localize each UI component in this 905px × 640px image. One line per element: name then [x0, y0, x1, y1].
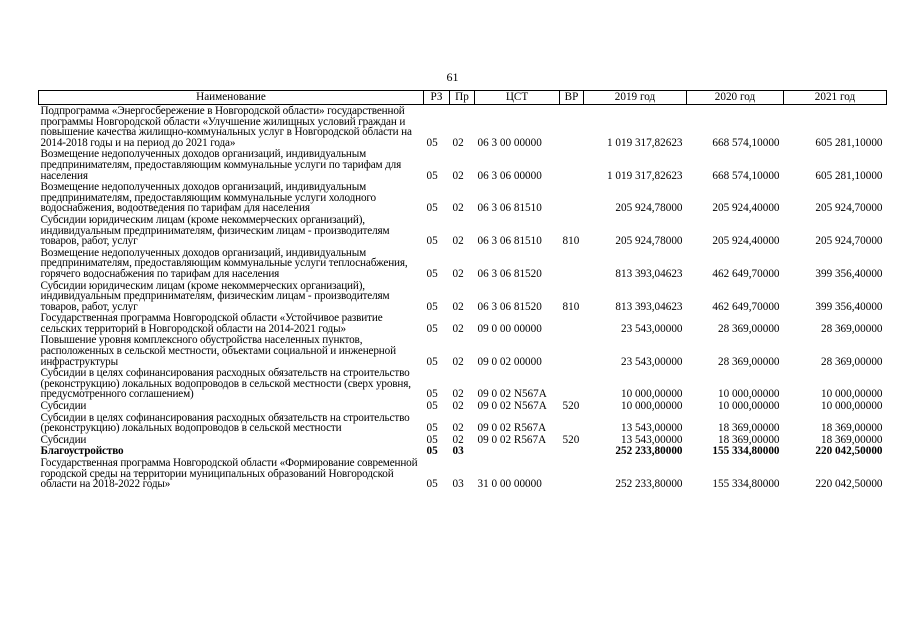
- cell-vr: [560, 457, 584, 490]
- cell-vr: 520: [562, 433, 580, 446]
- cell-2019: 252 233,80000: [615, 478, 683, 491]
- cell-2020: 155 334,80000: [712, 478, 780, 491]
- table-row: [39, 412, 887, 434]
- header-name: Наименование: [39, 91, 424, 105]
- table-row: [39, 280, 887, 313]
- cell-rz: 05: [426, 400, 438, 413]
- table-row: [39, 334, 887, 367]
- cell-2019: 813 393,04623: [615, 267, 683, 280]
- cell-2019: 205 924,78000: [615, 235, 683, 248]
- table-row: [39, 367, 887, 400]
- cell-name: Субсидии в целях софинансирования расходных обязательств на строительство (реконструкцию) локальных водопроводов в сельской местности (сверх уровня, предусмотренного соглашением): [40, 367, 411, 401]
- cell-rz: 05: [426, 422, 438, 435]
- cell-2020: 18 369,00000: [717, 433, 780, 446]
- cell-rz: 05: [426, 388, 438, 401]
- cell-pr: 02: [452, 400, 464, 413]
- cell-2021: 18 369,00000: [820, 433, 883, 446]
- cell-cst: 06 3 00 00000: [477, 136, 542, 149]
- cell-2019: 13 543,00000: [620, 433, 683, 446]
- cell-2021: 399 356,40000: [815, 300, 883, 313]
- cell-2019: 1 019 317,82623: [606, 169, 683, 182]
- cell-vr: [560, 181, 584, 214]
- cell-rz: 05: [426, 445, 438, 458]
- header-vr: ВР: [560, 91, 584, 105]
- cell-2021: 605 281,10000: [815, 169, 883, 182]
- cell-name: Возмещение недополученных доходов организаций, индивидуальным предпринимателям, предоставляющим коммунальные услуги теплоснабжения, горячего водоснабжения по тарифам для населения: [40, 246, 408, 280]
- cell-2020: 28 369,00000: [717, 355, 780, 368]
- table-row: [39, 400, 887, 412]
- cell-rz: 05: [426, 235, 438, 248]
- table-row: [39, 247, 887, 280]
- cell-pr: 02: [452, 300, 464, 313]
- cell-2020: 462 649,70000: [712, 267, 780, 280]
- cell-name: Субсидии юридическим лицам (кроме некоммерческих организаций), индивидуальным предпринимателям, физическим лицам - производителям товаров, работ, услуг: [40, 279, 390, 313]
- table-row: [39, 434, 887, 446]
- cell-pr: 02: [452, 422, 464, 435]
- budget-table: [38, 90, 887, 490]
- cell-rz: 05: [426, 136, 438, 149]
- cell-name: Государственная программа Новгородской области «Формирование современной городской среды на территории муниципальных образований Новгородской области на 2018-2022 годы»: [40, 457, 418, 491]
- cell-2019: 205 924,78000: [615, 202, 683, 215]
- cell-2020: 668 574,10000: [712, 169, 780, 182]
- cell-cst: 09 0 02 N567A: [477, 388, 547, 401]
- cell-rz: 05: [426, 322, 438, 335]
- cell-2020: 155 334,80000: [712, 445, 780, 458]
- cell-pr: 03: [452, 445, 464, 458]
- cell-2019: 10 000,00000: [620, 400, 683, 413]
- cell-pr: 02: [452, 202, 464, 215]
- cell-rz: 05: [426, 267, 438, 280]
- cell-cst: 09 0 00 00000: [477, 322, 542, 335]
- table-body: [39, 105, 887, 490]
- table-row: [39, 148, 887, 181]
- header-rz: РЗ: [424, 91, 450, 105]
- cell-2021: 205 924,70000: [815, 202, 883, 215]
- cell-pr: 02: [452, 433, 464, 446]
- cell-name: Государственная программа Новгородской области «Устойчивое развитие сельских территорий в Новгородской области на 2014-2021 годы»: [40, 312, 383, 335]
- cell-pr: 02: [452, 388, 464, 401]
- cell-pr: 03: [452, 478, 464, 491]
- cell-name: Субсидии: [40, 400, 87, 413]
- table-row: [39, 181, 887, 214]
- cell-rz: 05: [426, 355, 438, 368]
- cell-name: Благоустройство: [40, 445, 124, 458]
- cell-cst: 06 3 06 00000: [477, 169, 542, 182]
- cell-vr: [560, 105, 584, 149]
- cell-vr: 520: [562, 400, 580, 413]
- table-row: [39, 105, 887, 149]
- cell-pr: 02: [452, 267, 464, 280]
- table-row: [39, 312, 887, 334]
- header-pr: Пр: [450, 91, 475, 105]
- header-2019: 2019 год: [584, 91, 687, 105]
- table-row: [39, 445, 887, 457]
- header-2020: 2020 год: [687, 91, 784, 105]
- cell-2021: 399 356,40000: [815, 267, 883, 280]
- cell-2021: 10 000,00000: [820, 388, 883, 401]
- cell-pr: 02: [452, 322, 464, 335]
- cell-2020: 18 369,00000: [717, 422, 780, 435]
- cell-vr: [560, 334, 584, 367]
- table-row: [39, 457, 887, 490]
- cell-name: Возмещение недополученных доходов организаций, индивидуальным предпринимателям, предоставляющим коммунальные услуги холодного водоснабжения, водоотведения по тарифам для населения: [40, 181, 376, 215]
- cell-2020: 205 924,40000: [712, 202, 780, 215]
- cell-2021: 220 042,50000: [815, 478, 883, 491]
- cell-2020: 10 000,00000: [717, 388, 780, 401]
- cell-cst: 31 0 00 00000: [477, 478, 542, 491]
- cell-2019: 23 543,00000: [620, 322, 683, 335]
- cell-2020: 462 649,70000: [712, 300, 780, 313]
- table-header-row: [39, 91, 887, 105]
- cell-2019: 1 019 317,82623: [606, 136, 683, 149]
- cell-2019: 813 393,04623: [615, 300, 683, 313]
- cell-2019: 252 233,80000: [615, 445, 683, 458]
- cell-name: Подпрограмма «Энергосбережение в Новгородской области» государственной программы Новгородской области «Улучшение жилищных условий граждан и повышение качества жилищно-коммунальных услуг в Новгородской области на 2014-2018 годы и на период до 2021 года»: [40, 105, 412, 149]
- cell-2021: 10 000,00000: [820, 400, 883, 413]
- cell-cst: 09 0 02 R567A: [477, 433, 547, 446]
- cell-name: Повышение уровня комплексного обустройства населенных пунктов, расположенных в сельской местности, объектами социальной и инженерной инфраструктуры: [40, 334, 396, 368]
- table-row: [39, 214, 887, 247]
- cell-2019: 23 543,00000: [620, 355, 683, 368]
- cell-2020: 668 574,10000: [712, 136, 780, 149]
- cell-rz: 05: [426, 433, 438, 446]
- cell-vr: [560, 367, 584, 400]
- cell-2021: 220 042,50000: [815, 445, 883, 458]
- cell-cst: [475, 445, 560, 457]
- cell-2020: 10 000,00000: [717, 400, 780, 413]
- cell-2021: 28 369,00000: [820, 322, 883, 335]
- cell-name: Субсидии в целях софинансирования расходных обязательств на строительство (реконструкцию) локальных водопроводов в сельской местности: [40, 411, 410, 435]
- cell-pr: 02: [452, 169, 464, 182]
- cell-cst: 09 0 02 00000: [477, 355, 542, 368]
- cell-vr: [560, 445, 584, 457]
- cell-cst: 09 0 02 N567A: [477, 400, 547, 413]
- cell-pr: 02: [452, 355, 464, 368]
- cell-name: Возмещение недополученных доходов организаций, индивидуальным предпринимателям, предоставляющим коммунальные услуги по тарифам для населения: [40, 148, 402, 182]
- cell-rz: 05: [426, 300, 438, 313]
- cell-name: Субсидии: [40, 433, 87, 446]
- cell-pr: 02: [452, 136, 464, 149]
- cell-vr: [560, 148, 584, 181]
- cell-cst: 09 0 02 R567A: [477, 422, 547, 435]
- cell-vr: [560, 412, 584, 434]
- cell-rz: 05: [426, 478, 438, 491]
- cell-2019: 10 000,00000: [620, 388, 683, 401]
- header-cst: ЦСТ: [475, 91, 560, 105]
- cell-2021: 605 281,10000: [815, 136, 883, 149]
- cell-cst: 06 3 06 81510: [477, 235, 542, 248]
- cell-vr: [560, 312, 584, 334]
- cell-cst: 06 3 06 81510: [477, 202, 542, 215]
- cell-2021: 28 369,00000: [820, 355, 883, 368]
- cell-vr: 810: [562, 235, 580, 248]
- cell-rz: 05: [426, 169, 438, 182]
- cell-cst: 06 3 06 81520: [477, 267, 542, 280]
- header-2021: 2021 год: [784, 91, 887, 105]
- cell-pr: 02: [452, 235, 464, 248]
- cell-2019: 13 543,00000: [620, 422, 683, 435]
- cell-vr: 810: [562, 300, 580, 313]
- cell-2020: 205 924,40000: [712, 235, 780, 248]
- cell-name: Субсидии юридическим лицам (кроме некоммерческих организаций), индивидуальным предпринимателям, физическим лицам - производителям товаров, работ, услуг: [40, 213, 390, 248]
- cell-vr: [560, 247, 584, 280]
- page-number: 61: [446, 70, 459, 84]
- cell-cst: 06 3 06 81520: [477, 300, 542, 313]
- cell-2021: 18 369,00000: [820, 422, 883, 435]
- cell-rz: 05: [426, 202, 438, 215]
- cell-2020: 28 369,00000: [717, 322, 780, 335]
- cell-2021: 205 924,70000: [815, 235, 883, 248]
